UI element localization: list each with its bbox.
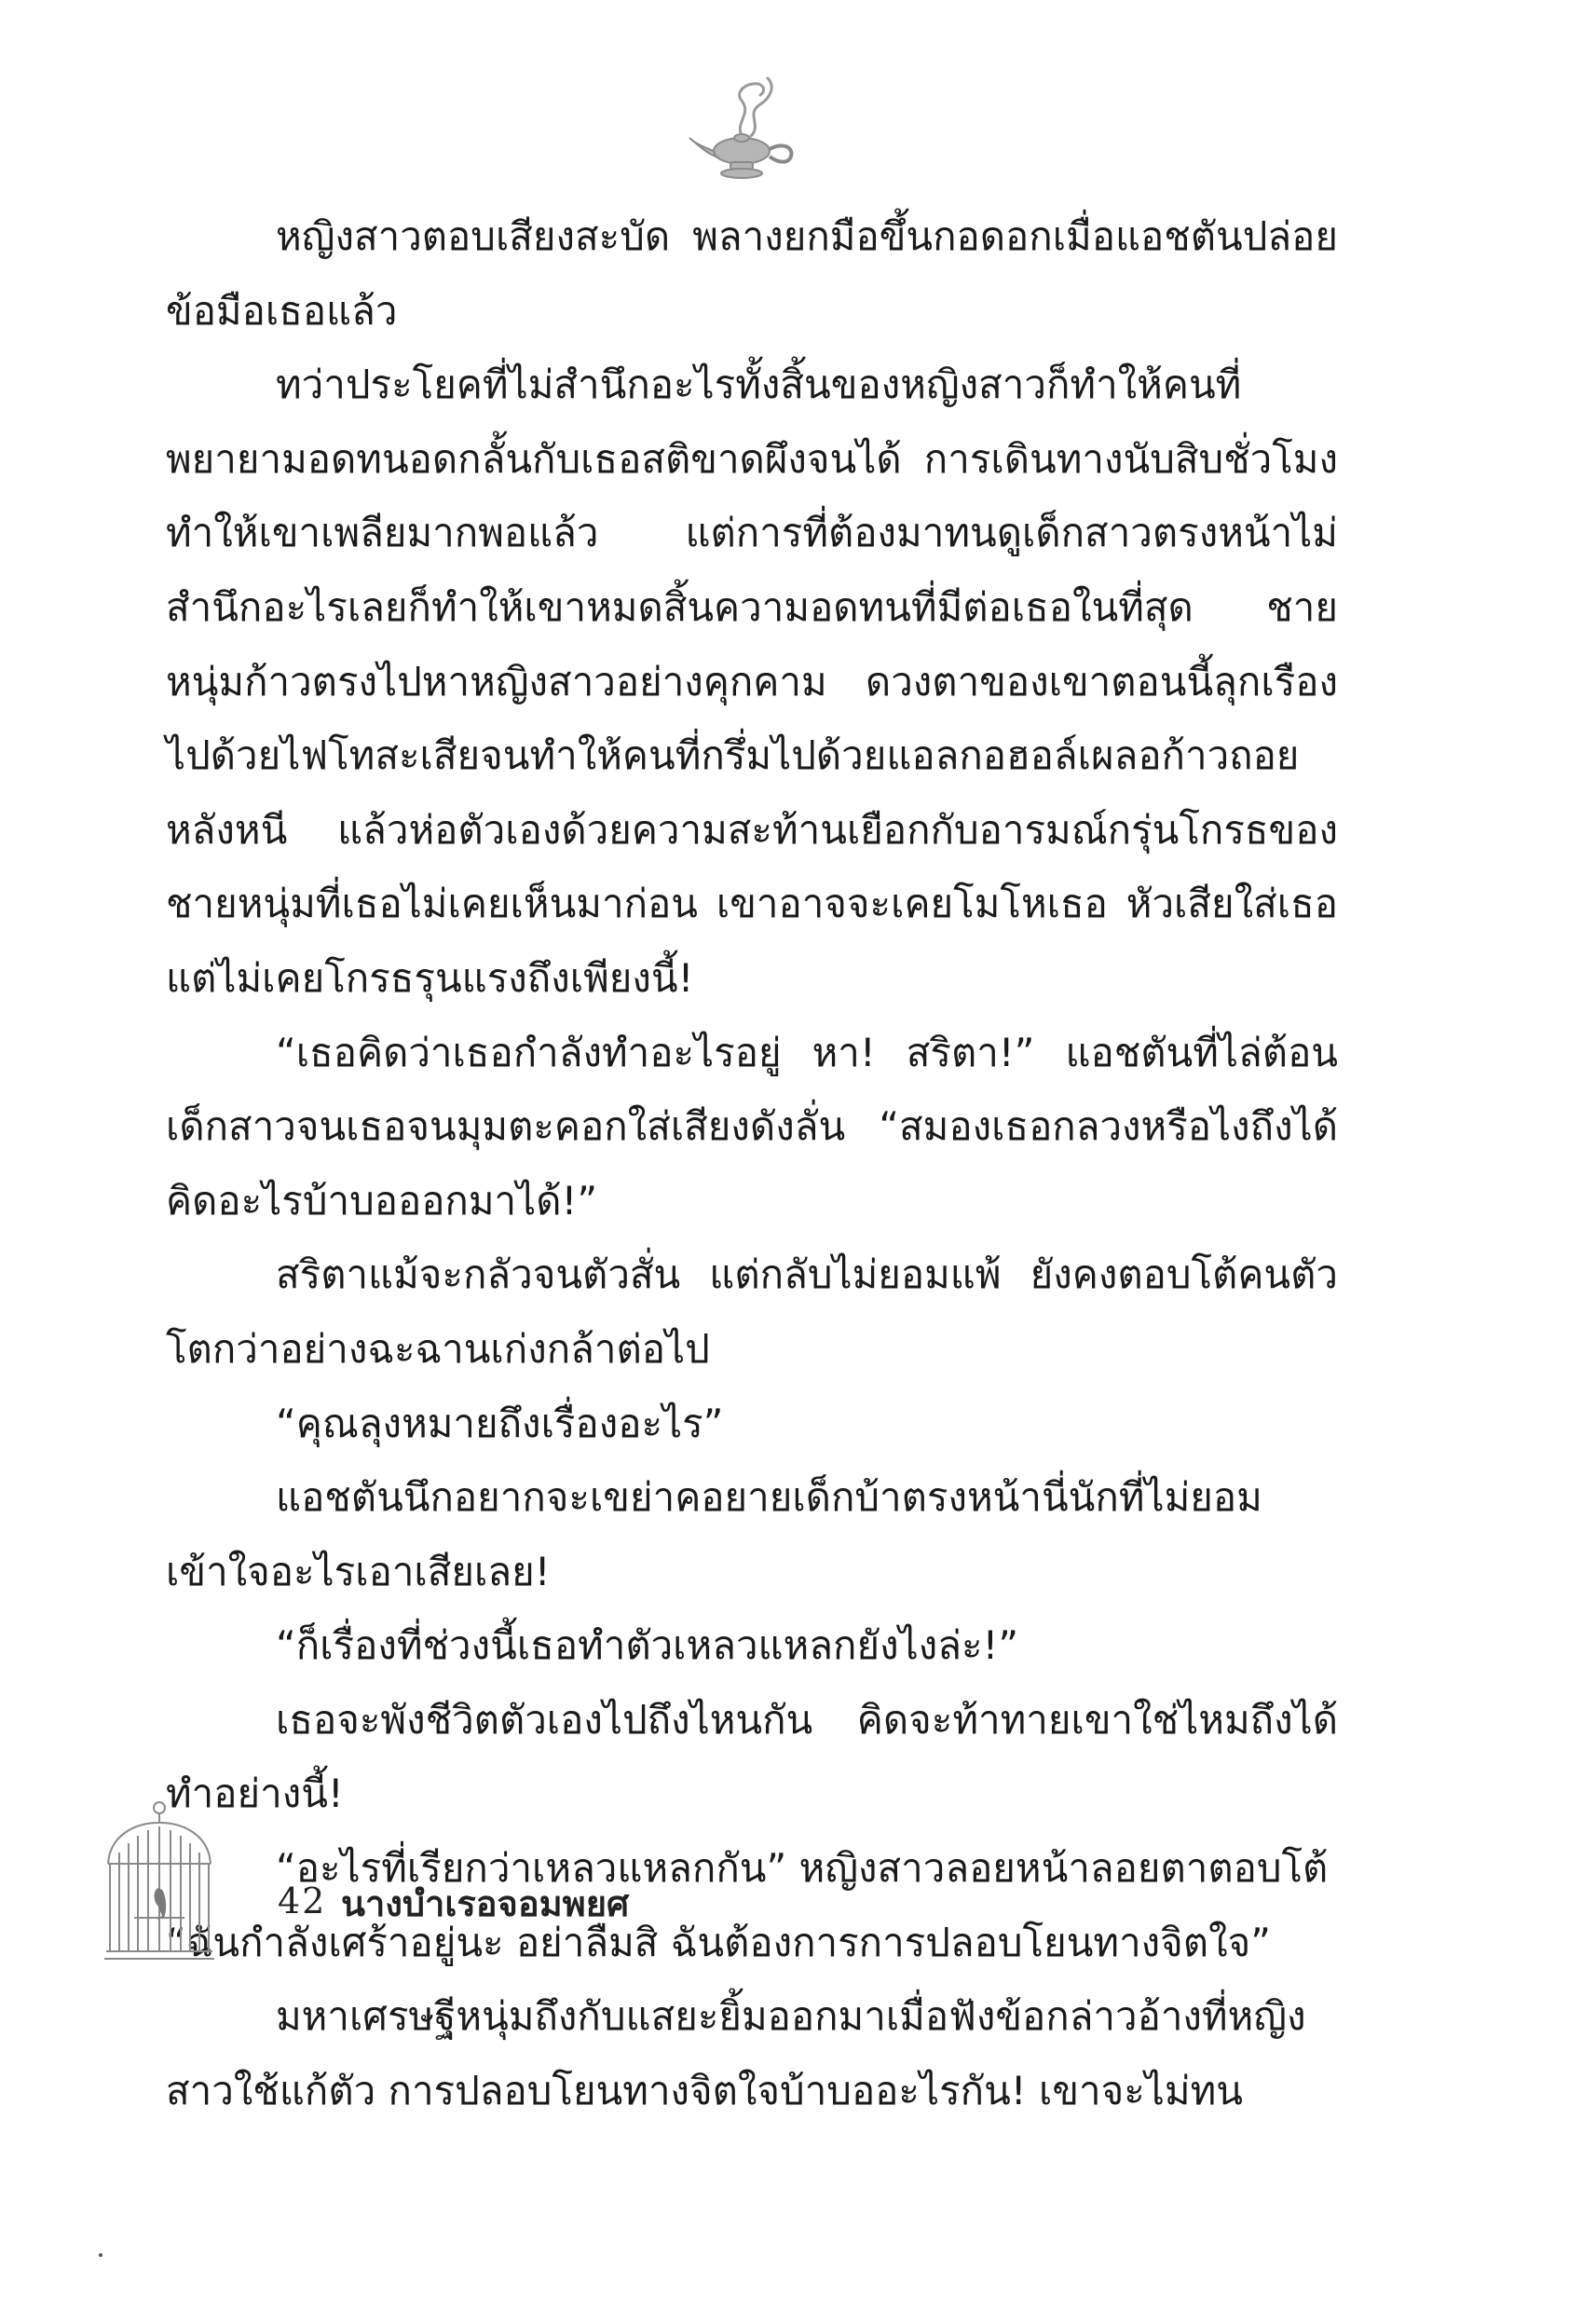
print-mark [99, 2253, 102, 2257]
paragraph: แอชตันนึกอยากจะเขย่าคอยายเด็กบ้าตรงหน้านี่นักที่ไม่ยอมเข้าใจอะไรเอาเสียเลย! [166, 1474, 1262, 1594]
paragraph: ทว่าประโยคที่ไม่สำนึกอะไรทั้งสิ้นของหญิงสาวก็ทำให้คนที่พยายามอดทนอดกลั้นกับเธอสติขาดผึงจนได้ การเดินทางนับสิบชั่วโมงทำให้เขาเพลียมากพอแล้ว แต่การที่ต้องมาทนดูเด็กสาวตรงหน้าไม่สำนึกอะไรเลยก็ทำให้เขาหมดสิ้นความอดทนที่มีต่อเธอในที่สุด ชายหนุ่มก้าวตรงไปหาหญิงสาวอย่างคุกคาม ดวงตาของเขาตอนนี้ลุกเรืองไปด้วยไฟโทสะเสียจนทำให้คนที่กรึ่มไปด้วยแอลกอฮอล์เผลอก้าวถอยหลังหนี แล้วห่อตัวเองด้วยความสะท้านเยือกกับอารมณ์กรุ่นโกรธของชายหนุ่มที่เธอไม่เคยเห็นมาก่อน เขาอาจจะเคยโมโหเธอ หัวเสียใส่เธอ แต่ไม่เคยโกรธรุนแรงถึงเพียงนี้! [166, 362, 1338, 1001]
paragraph: “เธอคิดว่าเธอกำลังทำอะไรอยู่ หา! สริตา!” แอชตันที่ไล่ต้อนเด็กสาวจนเธอจนมุมตะคอกใส่เสียงดังลั่น “สมองเธอกลวงหรือไงถึงได้คิดอะไรบ้าบอออกมาได้!” [166, 1029, 1338, 1224]
page-number: 42 [278, 1880, 327, 1921]
paragraph: “อะไรที่เรียกว่าเหลวแหลกกัน” หญิงสาวลอยหน้าลอยตาตอบโต้ [276, 1845, 1329, 1892]
genie-lamp-icon [686, 73, 807, 185]
paragraph: หญิงสาวตอบเสียงสะบัด พลางยกมือขึ้นกอดอกเมื่อแอชตันปล่อยข้อมือเธอแล้ว [166, 213, 1338, 334]
paragraph: สริตาแม้จะกลัวจนตัวสั่น แต่กลับไม่ยอมแพ้ ยังคงตอบโต้คนตัวโตกว่าอย่างฉะฉานเก่งกล้าต่อไป [166, 1251, 1338, 1372]
paragraph: “คุณลุงหมายถึงเรื่องอะไร” [276, 1400, 724, 1446]
book-title: นางบำเรอจอมพยศ [341, 1883, 630, 1924]
paragraph: มหาเศรษฐีหนุ่มถึงกับแสยะยิ้มออกมาเมื่อฟังข้อกล่าวอ้างที่หญิงสาวใช้แก้ตัว การปลอบโยนทางจิตใจบ้าบออะไรกัน! เขาจะไม่ทน [166, 1993, 1306, 2113]
paragraph: เธอจะพังชีวิตตัวเองไปถึงไหนกัน คิดจะท้าทายเขาใช่ไหมถึงได้ทำอย่างนี้! [166, 1696, 1338, 1817]
birdcage-icon [97, 1798, 222, 1966]
paragraph: “ฉันกำลังเศร้าอยู่นะ อย่าลืมสิ ฉันต้องการการปลอบโยนทางจิตใจ” [166, 1919, 1271, 1965]
paragraph: “ก็เรื่องที่ช่วงนี้เธอทำตัวเหลวแหลกยังไงล่ะ!” [276, 1622, 1019, 1669]
page-footer [0, 1798, 1596, 1985]
